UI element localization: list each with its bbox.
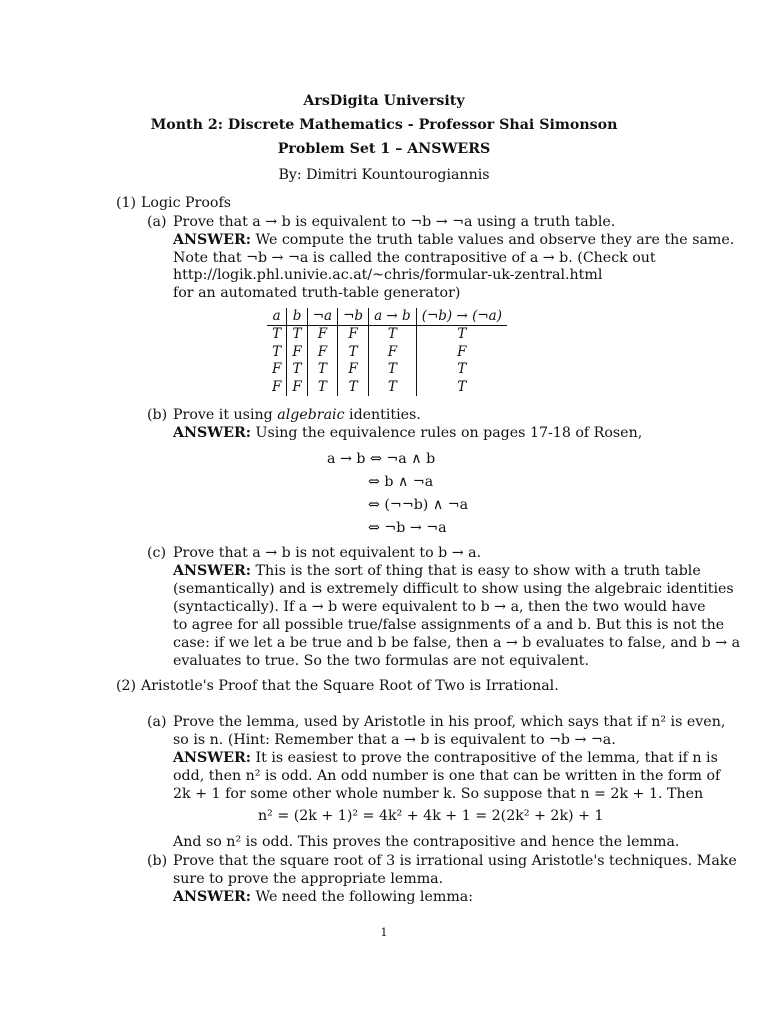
q1c-label: (c) <box>147 545 167 561</box>
q2a-conclusion: And so n² is odd. This proves the contrapositive and hence the lemma. <box>173 834 680 850</box>
table-row <box>267 361 507 378</box>
q1c-answer-line1 <box>173 562 701 580</box>
answer-text: We compute the truth table values and observe they are the same. <box>255 232 735 248</box>
col-header: a <box>267 308 287 326</box>
answer-label: ANSWER: <box>173 889 251 905</box>
answer-label: ANSWER: <box>173 425 251 441</box>
q1c-answer-line: to agree for all possible true/false assignments of a and b. But this is not the <box>173 617 725 633</box>
table-cell: T <box>272 326 282 343</box>
q1c-answer-line: case: if we let a be true and b be false, then a → b evaluates to false, and b → a <box>173 635 741 651</box>
answer-label: ANSWER: <box>173 750 251 766</box>
q2a-line: odd, then n² is odd. An odd number is one that can be written in the form of <box>173 768 721 784</box>
truth-table <box>267 308 507 396</box>
course-title: Month 2: Discrete Mathematics - Professor Shai Simonson <box>150 117 618 133</box>
truth-table-header-row <box>267 308 507 326</box>
q2a-line: so is n. (Hint: Remember that a → b is equivalent to ¬b → ¬a. <box>173 732 616 748</box>
answer-text: This is the sort of thing that is easy to show with a truth table <box>255 563 701 579</box>
table-cell: T <box>307 379 337 396</box>
q1a-answer-line4: for an automated truth-table generator) <box>173 285 461 301</box>
q1a-answer-line2: Note that ¬b → ¬a is called the contrapositive of a → b. (Check out <box>173 250 656 266</box>
table-cell: T <box>416 326 507 344</box>
q1a-answer-line3-url: http://logik.phl.univie.ac.at/~chris/formular-uk-zentral.html <box>173 267 603 283</box>
table-cell: T <box>369 326 417 344</box>
author-line: By: Dimitri Kountourogiannis <box>278 167 490 183</box>
q1-title: Logic Proofs <box>141 195 231 211</box>
q1b-label: (b) <box>147 407 168 423</box>
col-header: (¬b) → (¬a) <box>416 308 507 326</box>
q2b-line: sure to prove the appropriate lemma. <box>173 871 444 887</box>
q2a-answer-line1 <box>173 749 718 767</box>
table-cell: F <box>338 326 369 344</box>
q1a-prompt: Prove that a → b is equivalent to ¬b → ¬a using a truth table. <box>173 214 616 230</box>
q2-label: (2) <box>116 678 137 694</box>
university-title: ArsDigita University <box>303 93 465 109</box>
table-cell: F <box>338 361 369 378</box>
table-cell: F <box>287 379 307 396</box>
q2a-line: 2k + 1 for some other whole number k. So suppose that n = 2k + 1. Then <box>173 786 704 802</box>
page-number: 1 <box>380 926 388 939</box>
table-cell: F <box>369 344 417 361</box>
q1a-answer-line1 <box>173 231 734 249</box>
answer-label: ANSWER: <box>173 232 251 248</box>
answer-text: It is easiest to prove the contrapositive of the lemma, that if n is <box>255 750 718 766</box>
problem-set-title: Problem Set 1 – ANSWERS <box>277 141 491 157</box>
table-cell: T <box>416 361 507 378</box>
equation-line: ⇔ b ∧ ¬a <box>368 474 434 490</box>
table-cell: F <box>416 344 507 361</box>
table-cell: F <box>307 326 337 344</box>
q1b-prompt-pre: Prove it using <box>173 407 273 423</box>
q1b-prompt-post: identities. <box>349 407 421 423</box>
table-row <box>267 379 507 396</box>
answer-label: ANSWER: <box>173 563 251 579</box>
q1a-label: (a) <box>147 214 167 230</box>
answer-text: We need the following lemma: <box>255 889 474 905</box>
q1b-prompt-emphasis: algebraic <box>277 407 345 423</box>
table-cell: T <box>307 361 337 378</box>
equation-line: ⇔ ¬b → ¬a <box>368 520 447 536</box>
q1c-answer-line: (semantically) and is extremely difficult to show using the algebraic identities <box>173 581 734 597</box>
table-cell: T <box>338 379 369 396</box>
table-cell: F <box>272 378 282 395</box>
q2b-line: Prove that the square root of 3 is irrational using Aristotle's techniques. Make <box>173 853 737 869</box>
q2a-equation: n² = (2k + 1)² = 4k² + 4k + 1 = 2(2k² + 2k) + 1 <box>258 808 604 824</box>
q2b-answer <box>173 888 473 906</box>
table-cell: F <box>307 344 337 361</box>
col-header: ¬a <box>307 308 337 326</box>
col-header: a → b <box>369 308 417 326</box>
q1b-answer <box>173 424 642 442</box>
table-cell: T <box>416 379 507 396</box>
table-cell: T <box>369 361 417 378</box>
q1c-answer-line: evaluates to true. So the two formulas are not equivalent. <box>173 653 589 669</box>
table-cell: T <box>338 344 369 361</box>
q2a-label: (a) <box>147 714 167 730</box>
answer-text: Using the equivalence rules on pages 17-18 of Rosen, <box>255 425 643 441</box>
table-cell: T <box>272 343 282 360</box>
table-cell: T <box>287 361 307 378</box>
table-row <box>267 326 507 344</box>
col-header: b <box>287 308 307 326</box>
col-header: ¬b <box>338 308 369 326</box>
table-row <box>267 344 507 361</box>
q1c-prompt: Prove that a → b is not equivalent to b → a. <box>173 545 482 561</box>
equation-line: ⇔ (¬¬b) ∧ ¬a <box>368 497 469 513</box>
q1c-answer-line: (syntactically). If a → b were equivalent to b → a, then the two would have <box>173 599 706 615</box>
q2a-line: Prove the lemma, used by Aristotle in his proof, which says that if n² is even, <box>173 714 726 730</box>
table-cell: T <box>369 379 417 396</box>
table-cell: T <box>287 326 307 344</box>
q2b-label: (b) <box>147 853 168 869</box>
table-cell: F <box>287 344 307 361</box>
q2-title: Aristotle's Proof that the Square Root of Two is Irrational. <box>141 678 559 694</box>
equation-line: a → b ⇔ ¬a ∧ b <box>327 451 436 467</box>
q1-label: (1) <box>116 195 137 211</box>
q1b-prompt <box>173 406 421 424</box>
table-cell: F <box>272 361 282 378</box>
